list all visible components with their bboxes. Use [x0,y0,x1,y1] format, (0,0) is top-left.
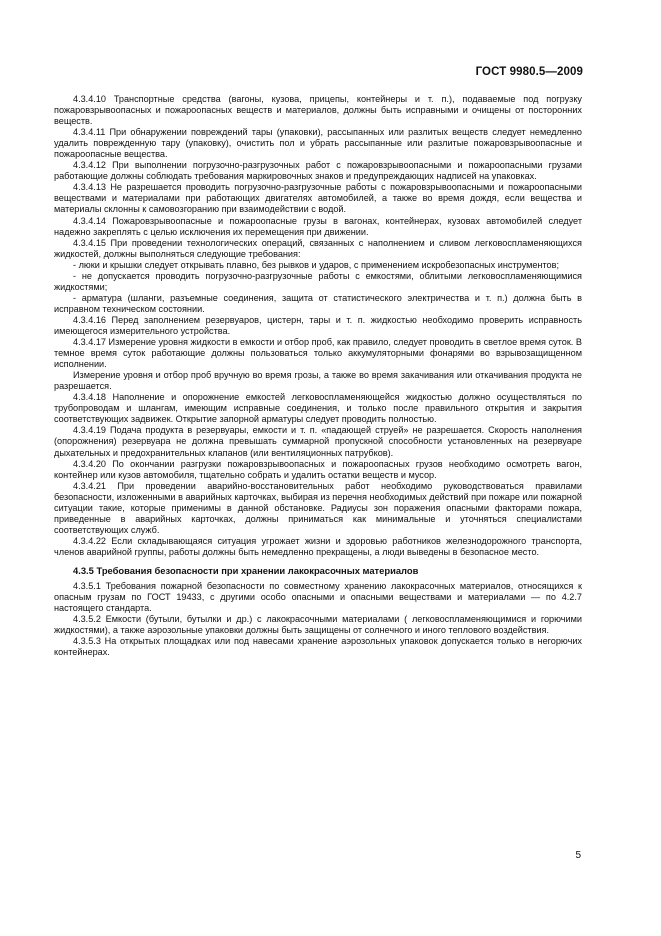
paragraph-4-3-4-18: 4.3.4.18 Наполнение и опорожнение емкостей легковоспламеняющейся жидкостью должно осуществляться по трубопроводам и шлангам, имеющим исправные соединения, и только после правильного открытия и закрытия соответствующих задвижек. Открытие запорной арматуры следует проводить полностью. [54,392,582,425]
paragraph-level-measurement: Измерение уровня и отбор проб вручную во время грозы, а также во время закачивания или откачивания продукта не разрешается. [54,370,582,392]
list-item-hatches: - люки и крышки следует открывать плавно, без рывков и ударов, с применением искробезопасных инструментов; [73,259,560,270]
page-number: 5 [575,850,581,861]
paragraph-4-3-4-21: 4.3.4.21 При проведении аварийно-восстановительных работ необходимо руководствоваться правилами безопасности, изложенными в аварийных карточках, выбирая из перечня необходимых действий при пожаре или пожарной ситуации такие, которые применимы в данной обстановке. Радиусы зон поражения опасными факторами пожара, приведенные в аварийных карточках, должны приниматься как минимальные и уточняться специалистами соответствующих служб. [54,480,582,535]
paragraph-4-3-5-2: 4.3.5.2 Емкости (бутыли, бутылки и др.) с лакокрасочными материалами ( легковоспламеняющимися и горючими жидкостями), а также аэрозольные упаковки должны быть защищены от солнечного и иного теплового воздействия. [54,614,582,636]
paragraph-4-3-4-17: 4.3.4.17 Измерение уровня жидкости в емкости и отбор проб, как правило, следует проводить в светлое время суток. В темное время суток работающие должны пользоваться только аккумуляторными фонарями во взрывозащищенном исполнении. [54,337,582,370]
paragraph-4-3-4-22: 4.3.4.22 Если складывающаяся ситуация угрожает жизни и здоровью работников железнодорожного транспорта, членов аварийной группы, работы должны быть немедленно прекращены, а люди выведены в безопасное место. [54,535,582,557]
paragraph-4-3-4-10: 4.3.4.10 Транспортные средства (вагоны, кузова, прицепы, контейнеры и т. п.), подаваемые под погрузку пожаровзрывоопасных и пожароопасных веществ и материалов, должны быть исправными и очищены от посторонних веществ. [54,94,582,127]
paragraph-4-3-4-14: 4.3.4.14 Пожаровзрывоопасные и пожароопасные грузы в вагонах, контейнерах, кузовах автомобилей следует надежно закреплять с целью исключения их перемещения при движении. [54,215,582,237]
paragraph-4-3-5-1: 4.3.5.1 Требования пожарной безопасности по совместному хранению лакокрасочных материалов, относящихся к опасным грузам по ГОСТ 19433, с другими особо опасными и опасными веществами и материалами — по 4.2.7 настоящего стандарта. [54,581,582,614]
paragraph-4-3-4-16: 4.3.4.16 Перед заполнением резервуаров, цистерн, тары и т. п. жидкостью необходимо проверить исправность имеющегося измерительного устройства. [54,314,582,336]
paragraph-4-3-4-13: 4.3.4.13 Не разрешается проводить погрузочно-разгрузочные работы с пожаровзрывоопасными и пожароопасными веществами и материалами при работающих двигателях автомобилей, а также во время дождя, если вещества и материалы склонны к самовозгоранию при взаимодействии с водой. [54,182,582,215]
list-item-fittings: - арматура (шланги, разъемные соединения, защита от статистического электричества и т. п.) должна быть в исправном техническом состоянии. [54,292,582,314]
paragraph-4-3-5-3: 4.3.5.3 На открытых площадках или под навесами хранение аэрозольных упаковок допускается только в негорючих контейнерах. [54,636,582,658]
document-body [54,94,582,658]
paragraph-4-3-4-19: 4.3.4.19 Подача продукта в резервуары, емкости и т. п. «падающей струей» не разрешается. Скорость наполнения (опорожнения) резервуара не должна превышать суммарной пропускной способности установленных на резервуаре дыхательных и предохранительных клапанов (или вентиляционных патрубков). [54,425,582,458]
paragraph-4-3-4-20: 4.3.4.20 По окончании разгрузки пожаровзрывоопасных и пожароопасных грузов необходимо осмотреть вагон, контейнер или кузов автомобиля, тщательно собрать и удалить остатки веществ и мусор. [54,458,582,480]
list-item-containers: - не допускается проводить погрузочно-разгрузочные работы с емкостями, облитыми легковоспламеняющимися жидкостями; [54,270,582,292]
paragraph-4-3-4-15: 4.3.4.15 При проведении технологических операций, связанных с наполнением и сливом легковоспламеняющихся жидкостей, должны выполняться следующие требования: [54,237,582,259]
section-heading-4-3-5: 4.3.5 Требования безопасности при хранении лакокрасочных материалов [73,564,419,576]
standard-number-header: ГОСТ 9980.5—2009 [475,66,583,78]
paragraph-4-3-4-11: 4.3.4.11 При обнаружении повреждений тары (упаковки), рассыпанных или разлитых веществ следует немедленно удалить поврежденную тару (упаковку), очистить пол и убрать рассыпанные или разлитые пожаровзрывоопасные и пожароопасные вещества. [54,127,582,160]
paragraph-4-3-4-12: 4.3.4.12 При выполнении погрузочно-разгрузочных работ с пожаровзрывоопасными и пожароопасными грузами работающие должны соблюдать требования маркировочных знаков и предупреждающих надписей на упаковках. [54,160,582,182]
